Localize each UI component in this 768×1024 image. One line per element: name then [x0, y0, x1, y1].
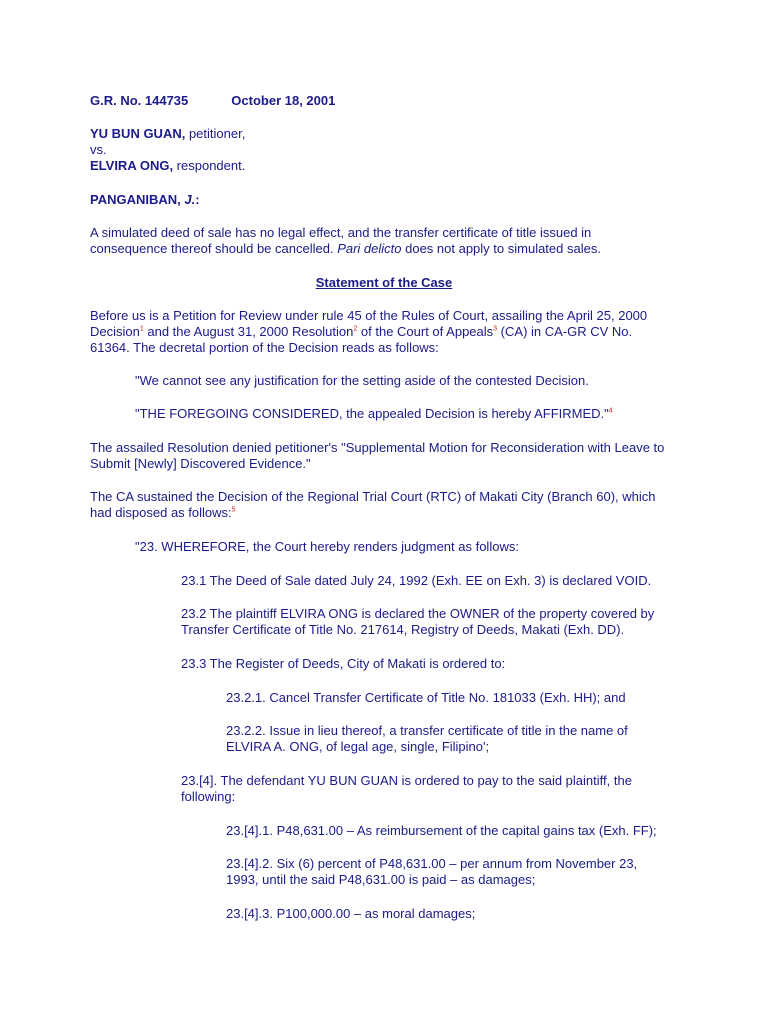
quote-2: "THE FOREGOING CONSIDERED, the appealed Decision is hereby AFFIRMED." — [135, 406, 609, 421]
petitioner-name: YU BUN GUAN, — [90, 126, 186, 141]
judgment-item-23-2-line-1: 23.2 The plaintiff ELVIRA ONG is declared the OWNER of the property covered by — [181, 606, 655, 621]
respondent-name: ELVIRA ONG, — [90, 158, 174, 173]
quote-2-line — [135, 406, 613, 422]
case-header — [90, 93, 335, 109]
case-no-text: (CA) in CA-GR CV No. — [497, 324, 633, 339]
footnote-ref-5[interactable]: 5 — [231, 506, 236, 514]
resolution-text: and the August 31, 2000 Resolution — [143, 324, 354, 339]
footnote-ref-1[interactable]: 1 — [139, 325, 144, 333]
versus: vs. — [90, 142, 107, 157]
judgment-item-23-4-line-2: following: — [181, 789, 236, 804]
respondent-role: respondent. — [173, 158, 246, 173]
judgment-item-23-4-1: 23.[4].1. P48,631.00 – As reimbursement of the capital gains tax (Exh. FF); — [226, 823, 657, 838]
ponente-title: J. — [184, 192, 196, 207]
judgment-item-23-4-line-1: 23.[4]. The defendant YU BUN GUAN is ordered to pay to the said plaintiff, the — [181, 773, 632, 788]
para1-line-3: 61364. The decretal portion of the Decision reads as follows: — [90, 340, 439, 355]
intro-pari-delicto: Pari delicto — [337, 241, 402, 256]
judgment-intro: "23. WHEREFORE, the Court hereby renders judgment as follows: — [135, 539, 519, 554]
judgment-item-23-4-2-line-1: 23.[4].2. Six (6) percent of P48,631.00 – per annum from November 23, — [226, 856, 638, 871]
judgment-item-23-4-3: 23.[4].3. P100,000.00 – as moral damages; — [226, 906, 476, 921]
para3-line-1: The CA sustained the Decision of the Regional Trial Court (RTC) of Makati City (Branch 60), which — [90, 489, 656, 504]
judgment-item-23-2-1: 23.2.1. Cancel Transfer Certificate of Title No. 181033 (Exh. HH); and — [226, 690, 626, 705]
footnote-ref-3[interactable]: 3 — [493, 325, 498, 333]
para1-line-2 — [90, 324, 632, 340]
section-heading: Statement of the Case — [315, 275, 453, 290]
petitioner-line — [90, 126, 245, 142]
judgment-item-23-2-line-2: Transfer Certificate of Title No. 217614, Registry of Deeds, Makati (Exh. DD). — [181, 622, 625, 637]
judgment-item-23-2-2-line-1: 23.2.2. Issue in lieu thereof, a transfer certificate of title in the name of — [226, 723, 628, 738]
court-text: of the Court of Appeals — [357, 324, 494, 339]
intro-text-a: consequence thereof should be cancelled. — [90, 241, 338, 256]
para3-text: had disposed as follows: — [90, 505, 232, 520]
ponente-colon: : — [195, 192, 200, 207]
decision-text: Decision — [90, 324, 140, 339]
intro-text-c: does not apply to simulated sales. — [401, 241, 601, 256]
judgment-item-23-4-2-line-2: 1993, until the said P48,631.00 is paid – as damages; — [226, 872, 536, 887]
judgment-item-23-1: 23.1 The Deed of Sale dated July 24, 1992 (Exh. EE on Exh. 3) is declared VOID. — [181, 573, 652, 588]
para2-line-2: Submit [Newly] Discovered Evidence." — [90, 456, 311, 471]
section-heading-wrap — [0, 275, 768, 291]
judgment-item-23-2-2-line-2: ELVIRA A. ONG, of legal age, single, Filipino'; — [226, 739, 490, 754]
petitioner-role: petitioner, — [185, 126, 246, 141]
quote-1: "We cannot see any justification for the setting aside of the contested Decision. — [135, 373, 589, 388]
para3-line-2 — [90, 505, 236, 521]
footnote-ref-4[interactable]: 4 — [608, 407, 613, 415]
gr-number: G.R. No. 144735 — [90, 93, 189, 108]
ponente-name: PANGANIBAN, — [90, 192, 185, 207]
decision-date: October 18, 2001 — [231, 93, 336, 108]
intro-line-1: A simulated deed of sale has no legal effect, and the transfer certificate of title issued in — [90, 225, 592, 240]
footnote-ref-2[interactable]: 2 — [353, 325, 358, 333]
judgment-item-23-3: 23.3 The Register of Deeds, City of Makati is ordered to: — [181, 656, 506, 671]
respondent-line — [90, 158, 245, 174]
ponente — [90, 192, 200, 208]
intro-line-2 — [90, 241, 601, 257]
para2-line-1: The assailed Resolution denied petitioner's "Supplemental Motion for Reconsideration with Leave to — [90, 440, 665, 455]
para1-line-1: Before us is a Petition for Review under rule 45 of the Rules of Court, assailing the April 25, 2000 — [90, 308, 648, 323]
